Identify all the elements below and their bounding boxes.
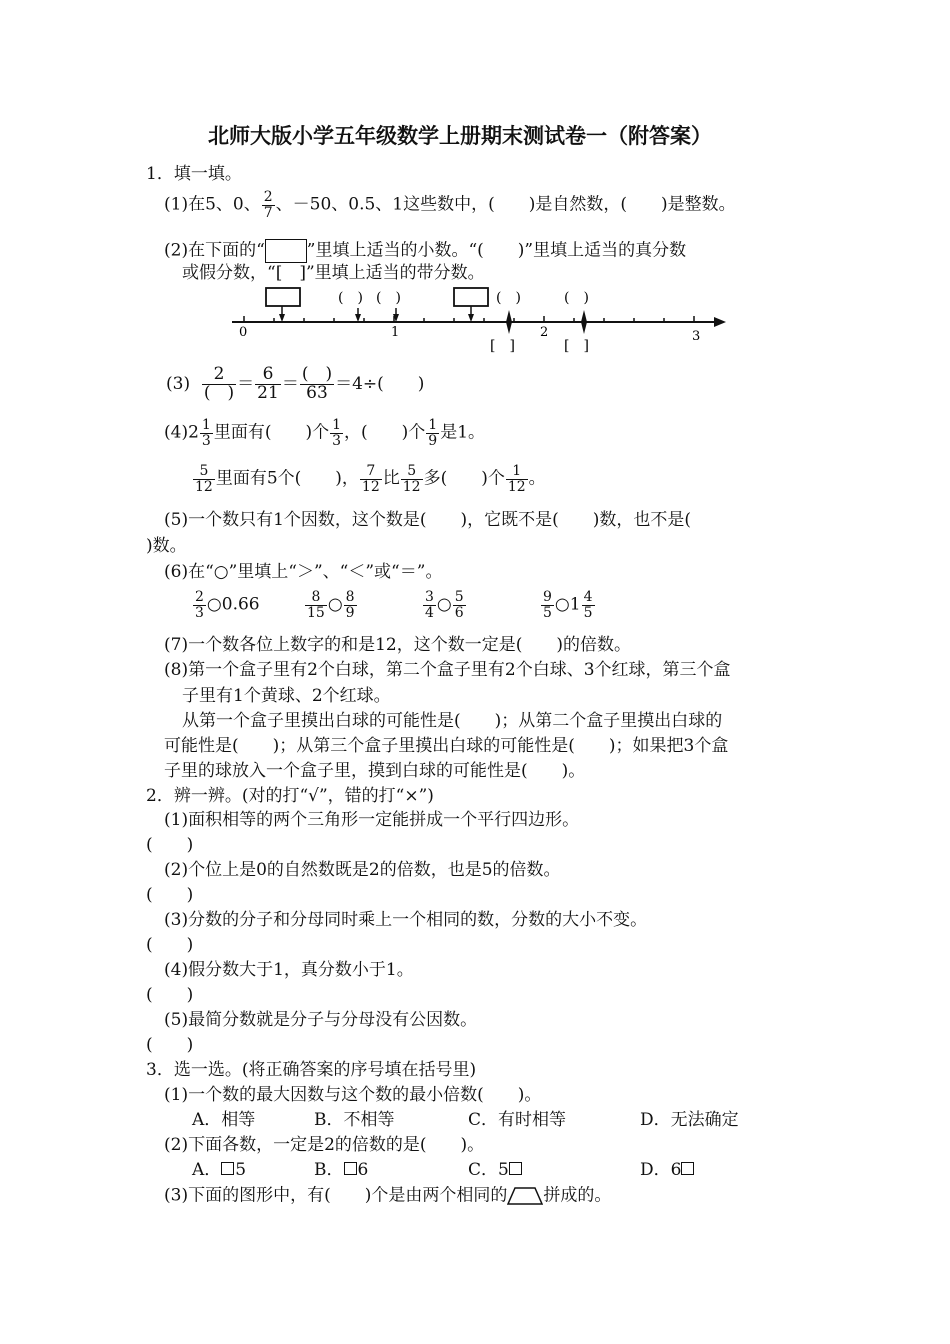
fraction: $\frac{2}{7}$ [263, 189, 273, 221]
answer-paren[interactable]: ( ) [146, 985, 194, 1005]
section-2-heading: 2．辨一辨。(对的打“√”，错的打“×”) [146, 786, 434, 806]
q1-5: (5)一个数只有1个因数，这个数是( )，它既不是( )数，也不是( [164, 510, 692, 530]
compare-c: $\frac{3}{4}$ ○ $\frac{5}{6}$ [425, 589, 464, 621]
q1-3: (3) $\frac{2}{( )}$ ＝ $\frac{6}{21}$ ＝ $\frac{( )}{63}$ ＝4÷( ) [166, 364, 425, 403]
q1-4: (4)2 $\frac{1}{3}$ 里面有( )个 $\frac{1}{3}$ ，( )个 $\frac{1}{9}$ 是1。 [164, 417, 486, 449]
section-1-heading: 1．填一填。 [146, 164, 242, 184]
page-title: 北师大版小学五年级数学上册期末测试卷一（附答案） [208, 124, 712, 148]
blank-square-icon [344, 1162, 357, 1175]
answer-paren[interactable]: ( ) [146, 935, 194, 955]
trapezoid-icon [507, 1187, 543, 1205]
answer-paren[interactable]: ( ) [146, 1035, 194, 1055]
q1-6: (6)在“○”里填上“＞”、“＜”或“＝”。 [164, 562, 443, 582]
q1-8-line4: 可能性是( )；从第三个盒子里摸出白球的可能性是( )；如果把3个盒 [164, 736, 729, 756]
answer-box [266, 288, 300, 306]
decimal-box [265, 239, 307, 263]
option-c[interactable]: C．5 [468, 1162, 523, 1179]
paren-label: ( ) [496, 290, 521, 306]
answer-paren[interactable]: ( ) [146, 835, 194, 855]
q1-5-line2: )数。 [146, 536, 187, 556]
q1-8-line3: 从第一个盒子里摸出白球的可能性是( )；从第二个盒子里摸出白球的 [182, 711, 723, 731]
compare-d: $\frac{9}{5}$ ○1 $\frac{4}{5}$ [543, 589, 593, 621]
q1-8: (8)第一个盒子里有2个白球，第二个盒子里有2个白球、3个红球，第三个盒 [164, 660, 731, 680]
tick-label: 3 [692, 329, 701, 344]
choice-q1: (1)一个数的最大因数与这个数的最小倍数( )。 [164, 1085, 542, 1105]
bracket-label: [ ] [490, 338, 515, 354]
blank-square-icon [509, 1162, 522, 1175]
blank-square-icon [221, 1162, 234, 1175]
choice-q2: (2)下面各数，一定是2的倍数的是( )。 [164, 1135, 485, 1155]
q1-1: (1)在5、0、 $\frac{2}{7}$ 、－50、0.5、1这些数中，( )是自然数，( )是整数。 [164, 189, 736, 221]
tick-label: 0 [239, 325, 248, 340]
option-a[interactable]: A．相等 [192, 1110, 256, 1130]
bracket-label: [ ] [564, 338, 589, 354]
q1-2: (2)在下面的“ ”里填上适当的小数。“( )”里填上适当的真分数 [164, 239, 686, 263]
answer-paren[interactable]: ( ) [146, 885, 194, 905]
paren-label: ( ) [564, 290, 589, 306]
option-c[interactable]: C．有时相等 [468, 1110, 567, 1130]
judge-item: (5)最简分数就是分子与分母没有公因数。 [164, 1010, 478, 1030]
compare-b: $\frac{8}{15}$ ○ $\frac{8}{9}$ [307, 589, 355, 621]
compare-a: $\frac{2}{3}$ ○0.66 [195, 589, 260, 621]
option-b[interactable]: B．不相等 [314, 1110, 395, 1130]
tick-label: 1 [391, 325, 400, 340]
option-b[interactable]: B． 6 [314, 1160, 369, 1180]
option-d[interactable]: D．无法确定 [640, 1110, 739, 1130]
paren-label: ( ) [338, 290, 363, 306]
answer-box [454, 288, 488, 306]
number-line [228, 284, 738, 364]
q1-8-line2: 子里有1个黄球、2个红球。 [182, 686, 391, 706]
option-d[interactable]: D．6 [640, 1162, 695, 1179]
judge-item: (1)面积相等的两个三角形一定能拼成一个平行四边形。 [164, 810, 580, 830]
judge-item: (4)假分数大于1，真分数小于1。 [164, 960, 414, 980]
paren-label: ( ) [376, 290, 401, 306]
judge-item: (3)分数的分子和分母同时乘上一个相同的数，分数的大小不变。 [164, 910, 648, 930]
section-3-heading: 3．选一选。(将正确答案的序号填在括号里) [146, 1060, 477, 1080]
blank-square-icon [681, 1162, 694, 1175]
tick-label: 2 [540, 325, 549, 340]
judge-item: (2)个位上是0的自然数既是2的倍数，也是5的倍数。 [164, 860, 561, 880]
q1-8-line5: 子里的球放入一个盒子里，摸到白球的可能性是( )。 [164, 761, 586, 781]
q1-7: (7)一个数各位上数字的和是12，这个数一定是( )的倍数。 [164, 635, 631, 655]
q1-4-line2: $\frac{5}{12}$ 里面有5个( )， $\frac{7}{12}$ 比 $\frac{5}{12}$ 多( )个 $\frac{1}{12}$ 。 [195, 463, 546, 495]
option-a[interactable]: A． 5 [192, 1160, 247, 1180]
q1-2-line2: 或假分数，“[ ]”里填上适当的带分数。 [182, 263, 485, 283]
choice-q3: (3)下面的图形中，有( )个是由两个相同的 拼成的。 [164, 1185, 612, 1206]
